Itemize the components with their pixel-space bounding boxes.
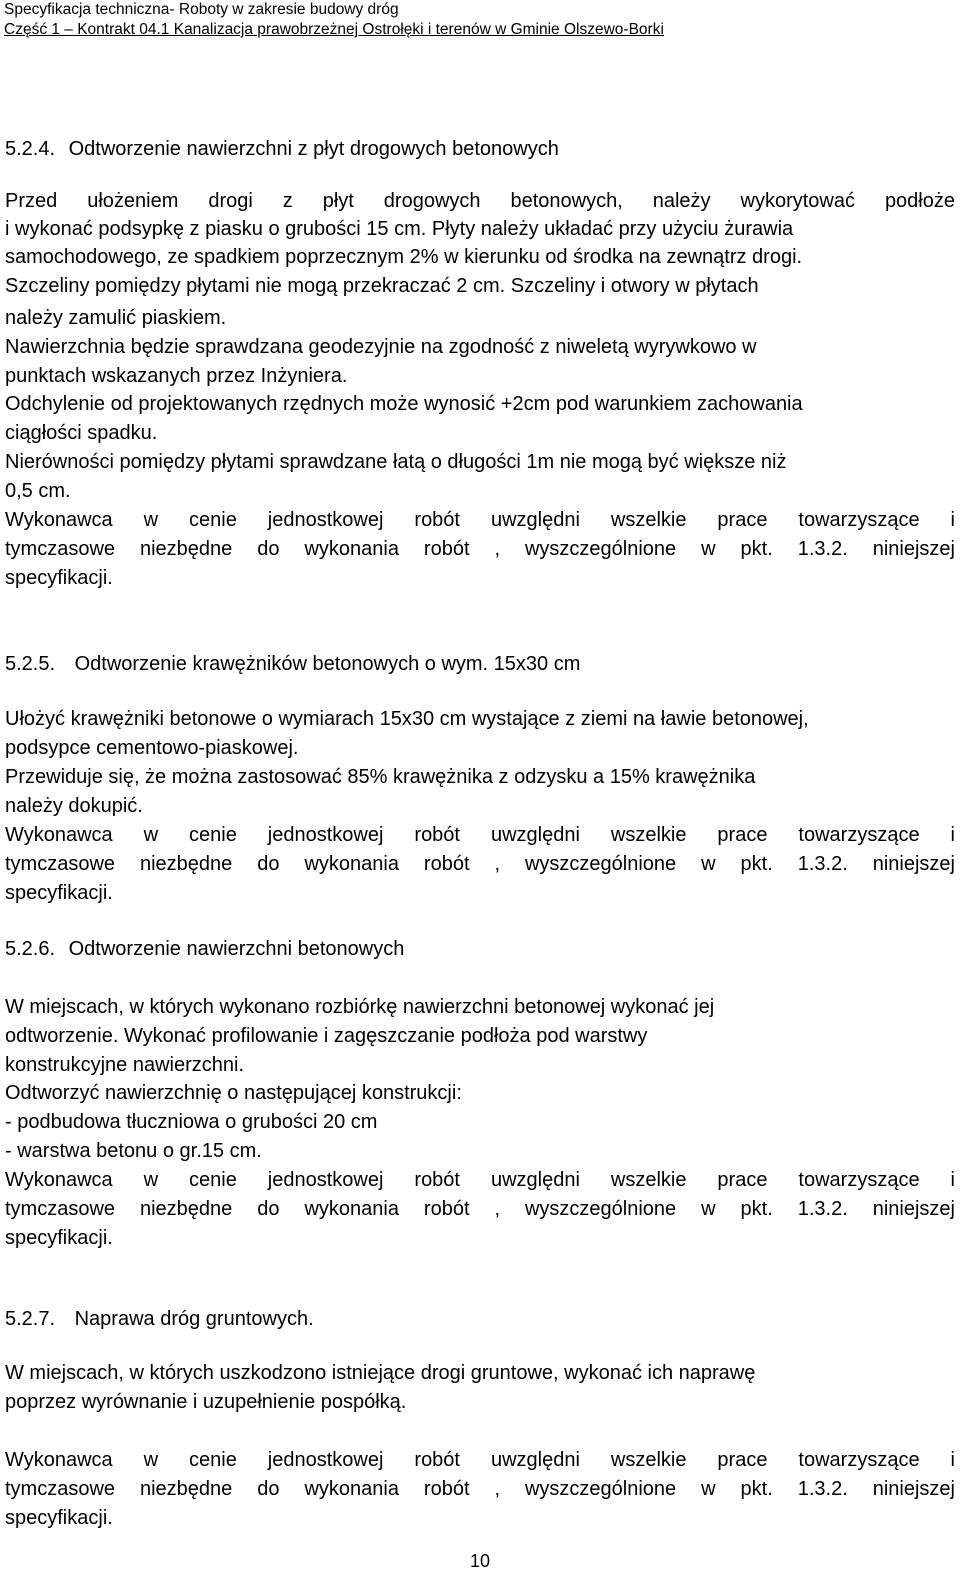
contractor-note-line: Wykonawca w cenie jednostkowej robót uwzględni wszelkie prace towarzyszące i [5, 1169, 955, 1191]
paragraph-line: Odtworzyć nawierzchnię o następującej konstrukcji: [5, 1082, 462, 1104]
section-number: 5.2.4. [5, 138, 56, 160]
contractor-note-line: specyfikacji. [5, 882, 113, 904]
paragraph-line: i wykonać podsypkę z piasku o grubości 15 cm. Płyty należy układać przy użyciu żurawia [5, 218, 794, 240]
section-number: 5.2.5. [5, 653, 56, 675]
contractor-note-line: tymczasowe niezbędne do wykonania robót , wyszczególnione w pkt. 1.3.2. niniejszej [5, 1478, 955, 1500]
contractor-note-line: Wykonawca w cenie jednostkowej robót uwzględni wszelkie prace towarzyszące i [5, 509, 955, 531]
paragraph-line: należy dokupić. [5, 795, 143, 817]
paragraph-line: Ułożyć krawężniki betonowe o wymiarach 15x30 cm wystające z ziemi na ławie betonowej, [5, 708, 809, 730]
contractor-note-line: Wykonawca w cenie jednostkowej robót uwzględni wszelkie prace towarzyszące i [5, 824, 955, 846]
paragraph-line: 0,5 cm. [5, 480, 71, 502]
section-525-heading [5, 652, 580, 676]
paragraph-line: konstrukcyjne nawierzchni. [5, 1054, 244, 1076]
paragraph-line: poprzez wyrównanie i uzupełnienie pospółką. [5, 1391, 407, 1413]
paragraph-line: podsypce cementowo-piaskowej. [5, 737, 299, 759]
paragraph-line: ciągłości spadku. [5, 422, 158, 444]
contractor-note-line: tymczasowe niezbędne do wykonania robót , wyszczególnione w pkt. 1.3.2. niniejszej [5, 538, 955, 560]
paragraph-line: Przewiduje się, że można zastosować 85% krawężnika z odzysku a 15% krawężnika [5, 766, 756, 788]
paragraph-line: punktach wskazanych przez Inżyniera. [5, 365, 348, 387]
contractor-note-line: specyfikacji. [5, 1227, 113, 1249]
page-number: 10 [469, 1551, 491, 1571]
contractor-note-line: specyfikacji. [5, 1507, 113, 1529]
paragraph-line: W miejscach, w których wykonano rozbiórkę nawierzchni betonowej wykonać jej [5, 996, 715, 1018]
section-number: 5.2.6. [5, 938, 56, 960]
paragraph-line: W miejscach, w których uszkodzono istniejące drogi gruntowe, wykonać ich naprawę [5, 1362, 756, 1384]
paragraph-line: odtworzenie. Wykonać profilowanie i zagęszczanie podłoża pod warstwy [5, 1025, 648, 1047]
paragraph-line: samochodowego, ze spadkiem poprzecznym 2% w kierunku od środka na zewnątrz drogi. [5, 246, 803, 268]
section-524-heading [5, 137, 559, 161]
section-number: 5.2.7. [5, 1308, 56, 1330]
contractor-note-line: tymczasowe niezbędne do wykonania robót , wyszczególnione w pkt. 1.3.2. niniejszej [5, 1198, 955, 1220]
paragraph-line: Szczeliny pomiędzy płytami nie mogą przekraczać 2 cm. Szczeliny i otwory w płytach [5, 275, 759, 297]
section-title: Naprawa dróg gruntowych. [74, 1308, 314, 1330]
header-subtitle: Część 1 – Kontrakt 04.1 Kanalizacja prawobrzeżnej Ostrołęki i terenów w Gminie Olszewo-Borki [4, 21, 664, 38]
paragraph-line: Odchylenie od projektowanych rzędnych może wynosić +2cm pod warunkiem zachowania [5, 393, 803, 415]
contractor-note-line: tymczasowe niezbędne do wykonania robót , wyszczególnione w pkt. 1.3.2. niniejszej [5, 853, 955, 875]
contractor-note-line: specyfikacji. [5, 567, 113, 589]
section-526-heading [5, 937, 404, 961]
list-item: - podbudowa tłuczniowa o grubości 20 cm [5, 1111, 378, 1133]
paragraph-line: Nawierzchnia będzie sprawdzana geodezyjnie na zgodność z niweletą wyrywkowo w [5, 336, 757, 358]
section-title: Odtworzenie krawężników betonowych o wym. 15x30 cm [74, 653, 581, 675]
section-title: Odtworzenie nawierzchni z płyt drogowych betonowych [68, 138, 559, 160]
section-527-heading [5, 1307, 314, 1331]
header-title: Specyfikacja techniczna- Roboty w zakresie budowy dróg [4, 1, 399, 18]
section-title: Odtworzenie nawierzchni betonowych [68, 938, 405, 960]
paragraph-line: Nierówności pomiędzy płytami sprawdzane łatą o długości 1m nie mogą być większe niż [5, 451, 787, 473]
list-item: - warstwa betonu o gr.15 cm. [5, 1140, 262, 1162]
paragraph-line: Przed ułożeniem drogi z płyt drogowych betonowych, należy wykorytować podłoże [5, 190, 955, 212]
contractor-note-line: Wykonawca w cenie jednostkowej robót uwzględni wszelkie prace towarzyszące i [5, 1449, 955, 1471]
paragraph-line: należy zamulić piaskiem. [5, 307, 227, 329]
